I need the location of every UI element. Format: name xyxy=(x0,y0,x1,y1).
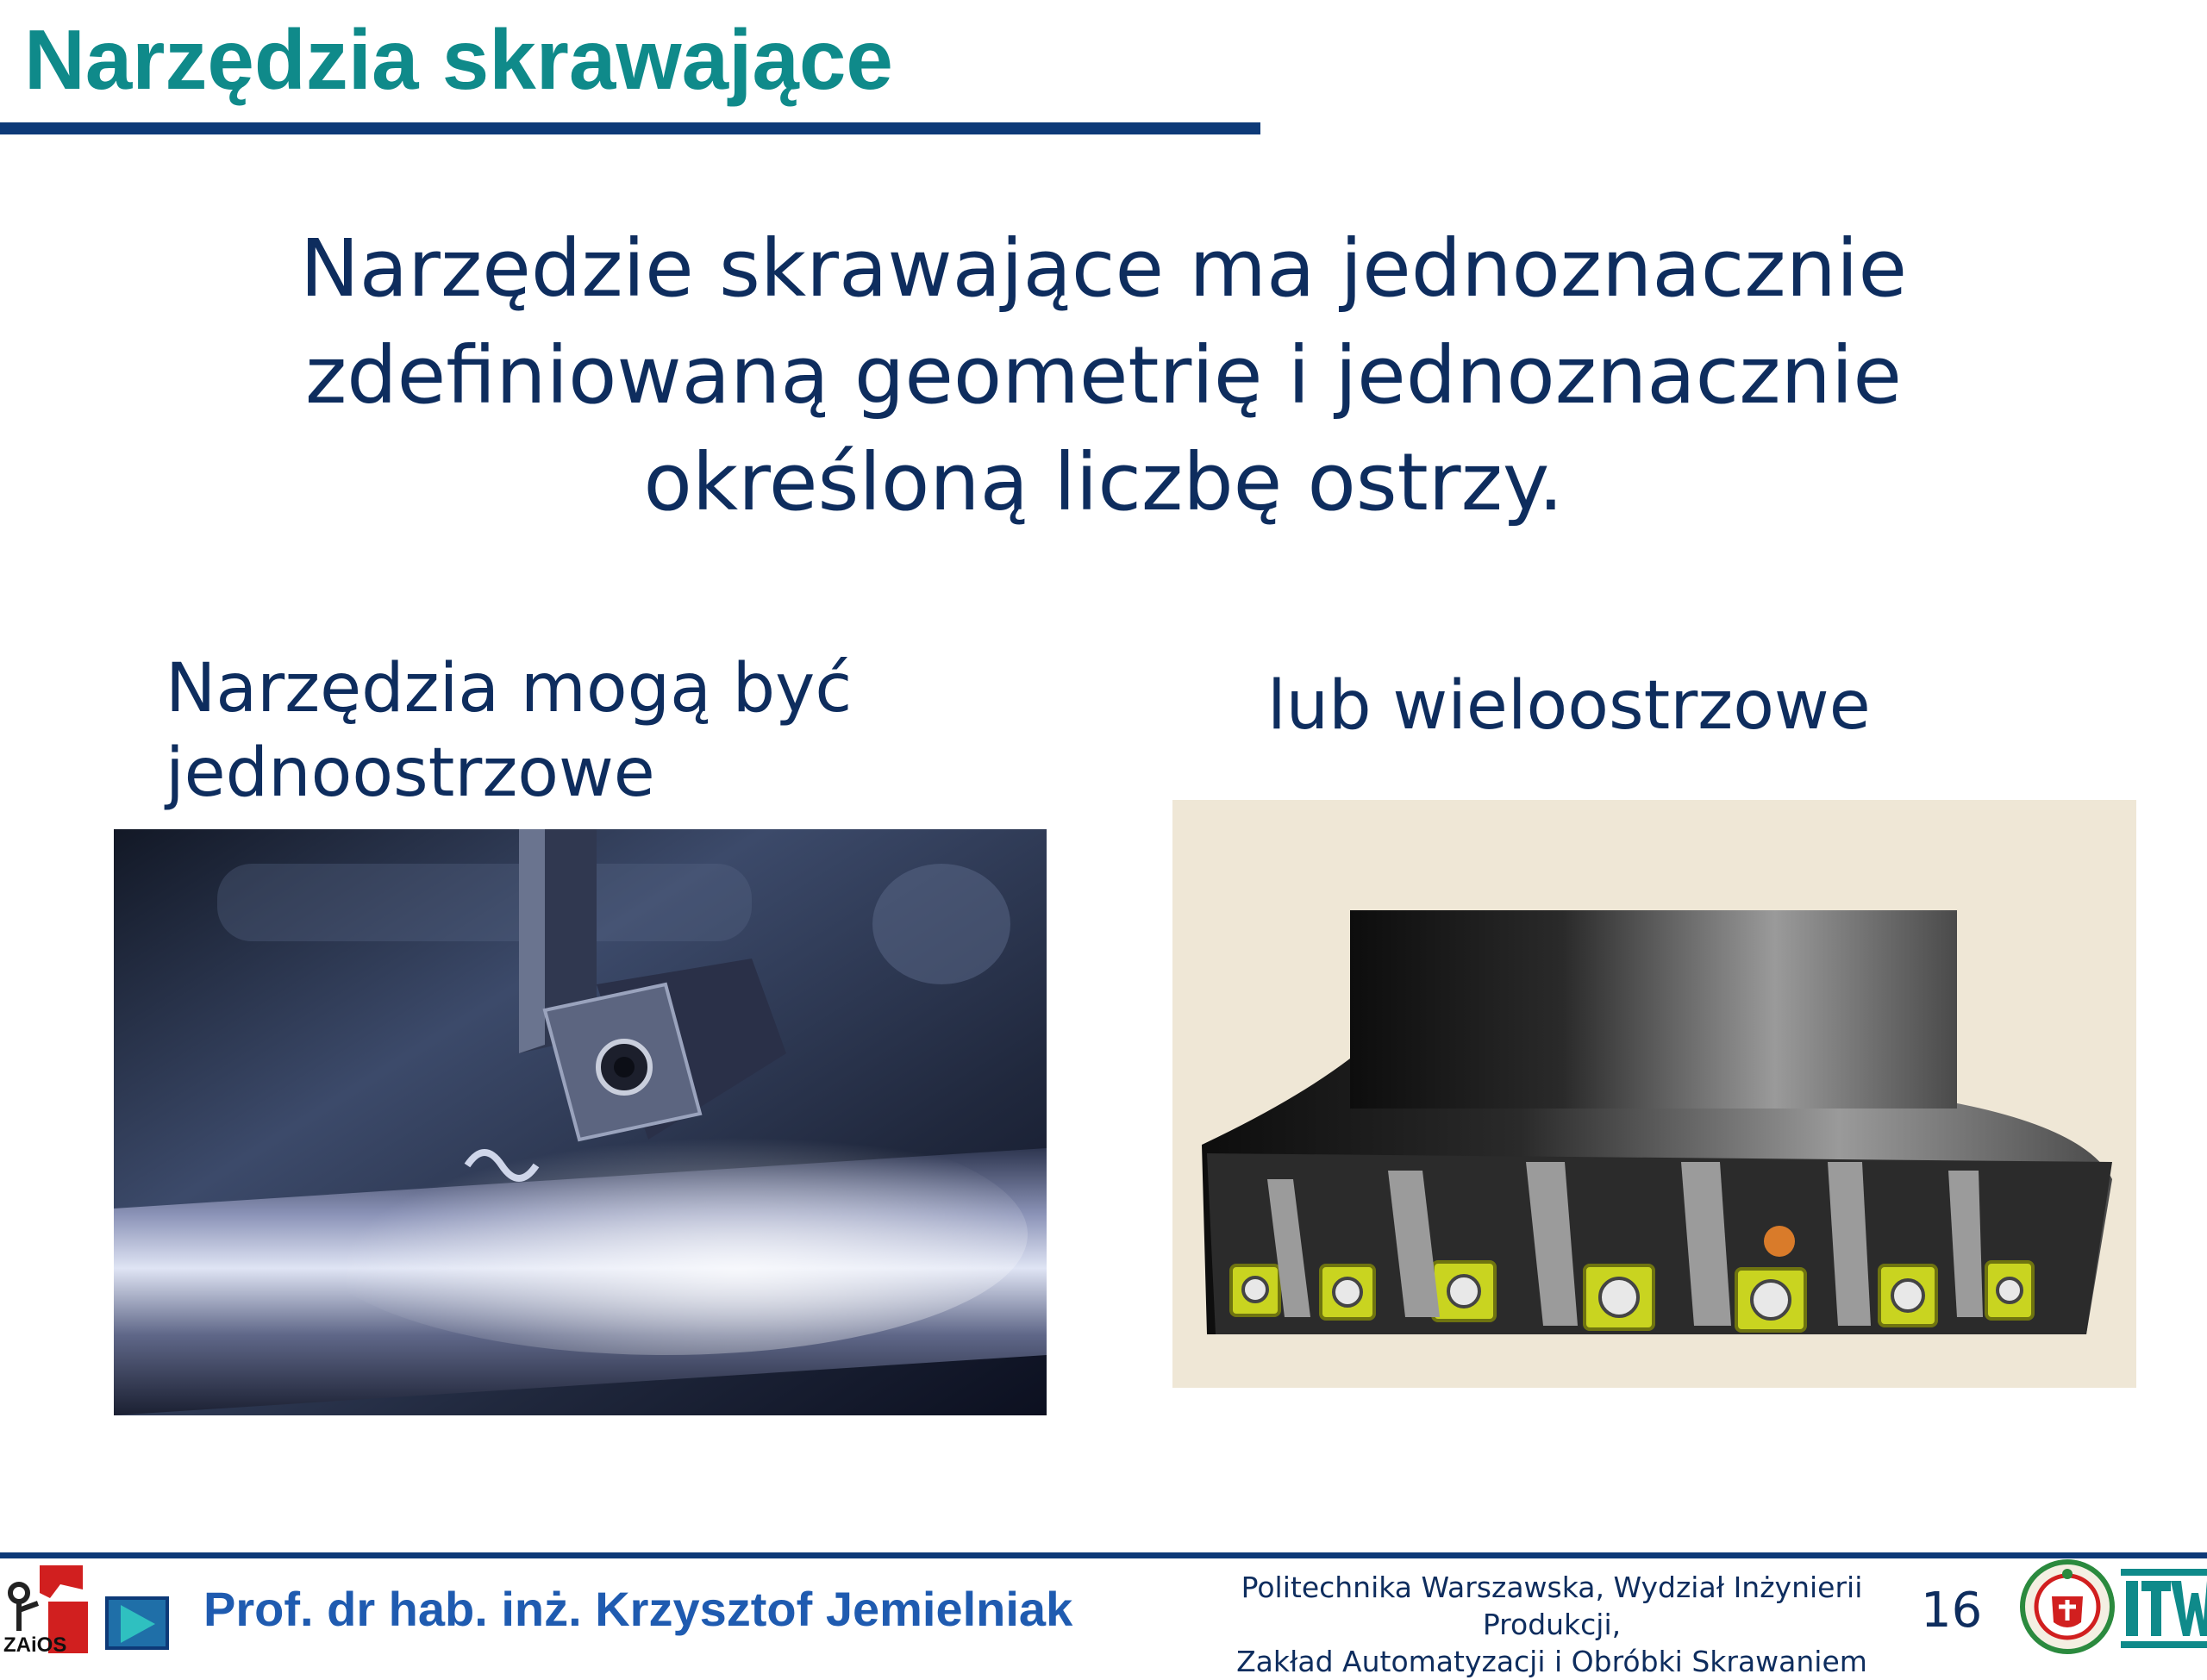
zaios-logo xyxy=(0,1558,95,1655)
multi-edge-caption: lub wieloostrzowe xyxy=(1267,667,1871,745)
svg-text:ZAiOS: ZAiOS xyxy=(3,1633,67,1655)
itw-logo xyxy=(2121,1558,2207,1655)
institution-line-1: Politechnika Warszawska, Wydział Inżynierii Produkcji, xyxy=(1241,1571,1863,1641)
page-number: 16 xyxy=(1921,1583,1983,1639)
single-edge-caption-line-2: jednoostrzowe xyxy=(166,734,655,812)
face-mill-photo xyxy=(1172,800,2136,1388)
play-button[interactable] xyxy=(105,1596,169,1650)
lead-line-3: określoną liczbę ostrzy. xyxy=(643,436,1564,528)
single-edge-caption xyxy=(166,646,959,815)
single-point-tool-photo xyxy=(114,829,1047,1415)
single-edge-caption-line-1: Narzędzia mogą być xyxy=(166,650,853,728)
lead-line-1: Narzędzie skrawające ma jednoznacznie xyxy=(299,222,1908,315)
university-seal-logo xyxy=(2017,1558,2117,1655)
institution-line-2: Zakład Automatyzacji i Obróbki Skrawaniem xyxy=(1236,1645,1867,1678)
play-triangle-icon xyxy=(121,1605,155,1643)
author-name: Prof. dr hab. inż. Krzysztof Jemielniak xyxy=(203,1582,1073,1636)
lead-statement xyxy=(259,215,1948,536)
footer-divider xyxy=(0,1552,2207,1558)
title-underline xyxy=(0,122,1260,134)
institution-text xyxy=(1190,1569,1914,1680)
lead-line-2: zdefiniowaną geometrię i jednoznacznie xyxy=(304,329,1903,422)
slide-title: Narzędzia skrawające xyxy=(24,12,893,107)
